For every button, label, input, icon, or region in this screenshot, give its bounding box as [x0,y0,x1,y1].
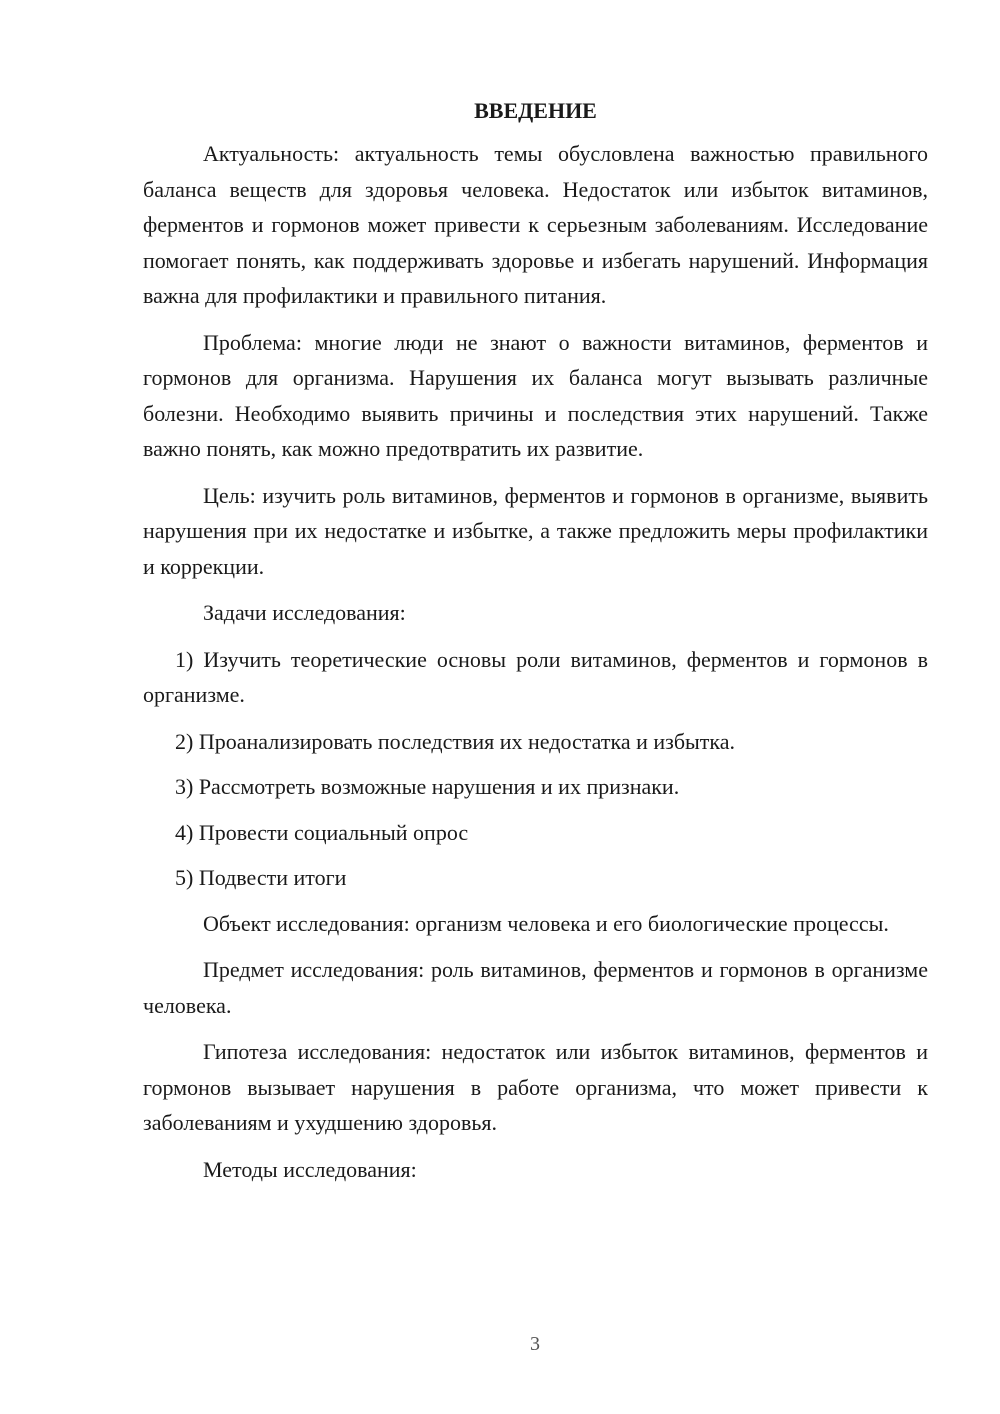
task-item-4: 4) Провести социальный опрос [175,819,469,845]
relevance-paragraph: Актуальность: актуальность темы обусловлена важностью правильного баланса веществ для здоровья человека. Недостаток или избыток витаминов, ферментов и гормонов может привести к серьезным заболеваниям. Исследование помогает понять, как поддерживать здоровье и избегать нарушений. Информация важна для профилактики и правильного питания. [143,141,928,308]
page-number: 3 [530,1333,540,1355]
task-item-2: 2) Проанализировать последствия их недостатка и избытка. [175,728,736,754]
goal-paragraph: Цель: изучить роль витаминов, ферментов и гормонов в организме, выявить нарушения при их недостатке и избытке, а также предложить меры профилактики и коррекции. [143,482,928,579]
page-content [143,96,928,1198]
subject-paragraph: Предмет исследования: роль витаминов, ферментов и гормонов в организме человека. [143,957,928,1018]
tasks-heading: Задачи исследования: [203,600,406,625]
task-item-3: 3) Рассмотреть возможные нарушения и их признаки. [175,774,680,799]
problem-paragraph: Проблема: многие люди не знают о важности витаминов, ферментов и гормонов для организма. Нарушения их баланса могут вызывать различные болезни. Необходимо выявить причины и последствия этих нарушений. Также важно понять, как можно предотвратить их развитие. [143,329,928,461]
hypothesis-paragraph: Гипотеза исследования: недостаток или избыток витаминов, ферментов и гормонов вызывает нарушения в работе организма, что может привести к заболеваниям и ухудшению здоровья. [143,1039,928,1135]
task-item-1: 1) Изучить теоретические основы роли витаминов, ферментов и гормонов в организме. [143,646,928,707]
section-title: ВВЕДЕНИЕ [474,98,597,123]
task-item-5: 5) Подвести итоги [175,865,347,890]
object-paragraph: Объект исследования: организм человека и его биологические процессы. [203,910,889,936]
methods-heading: Методы исследования: [203,1156,417,1182]
